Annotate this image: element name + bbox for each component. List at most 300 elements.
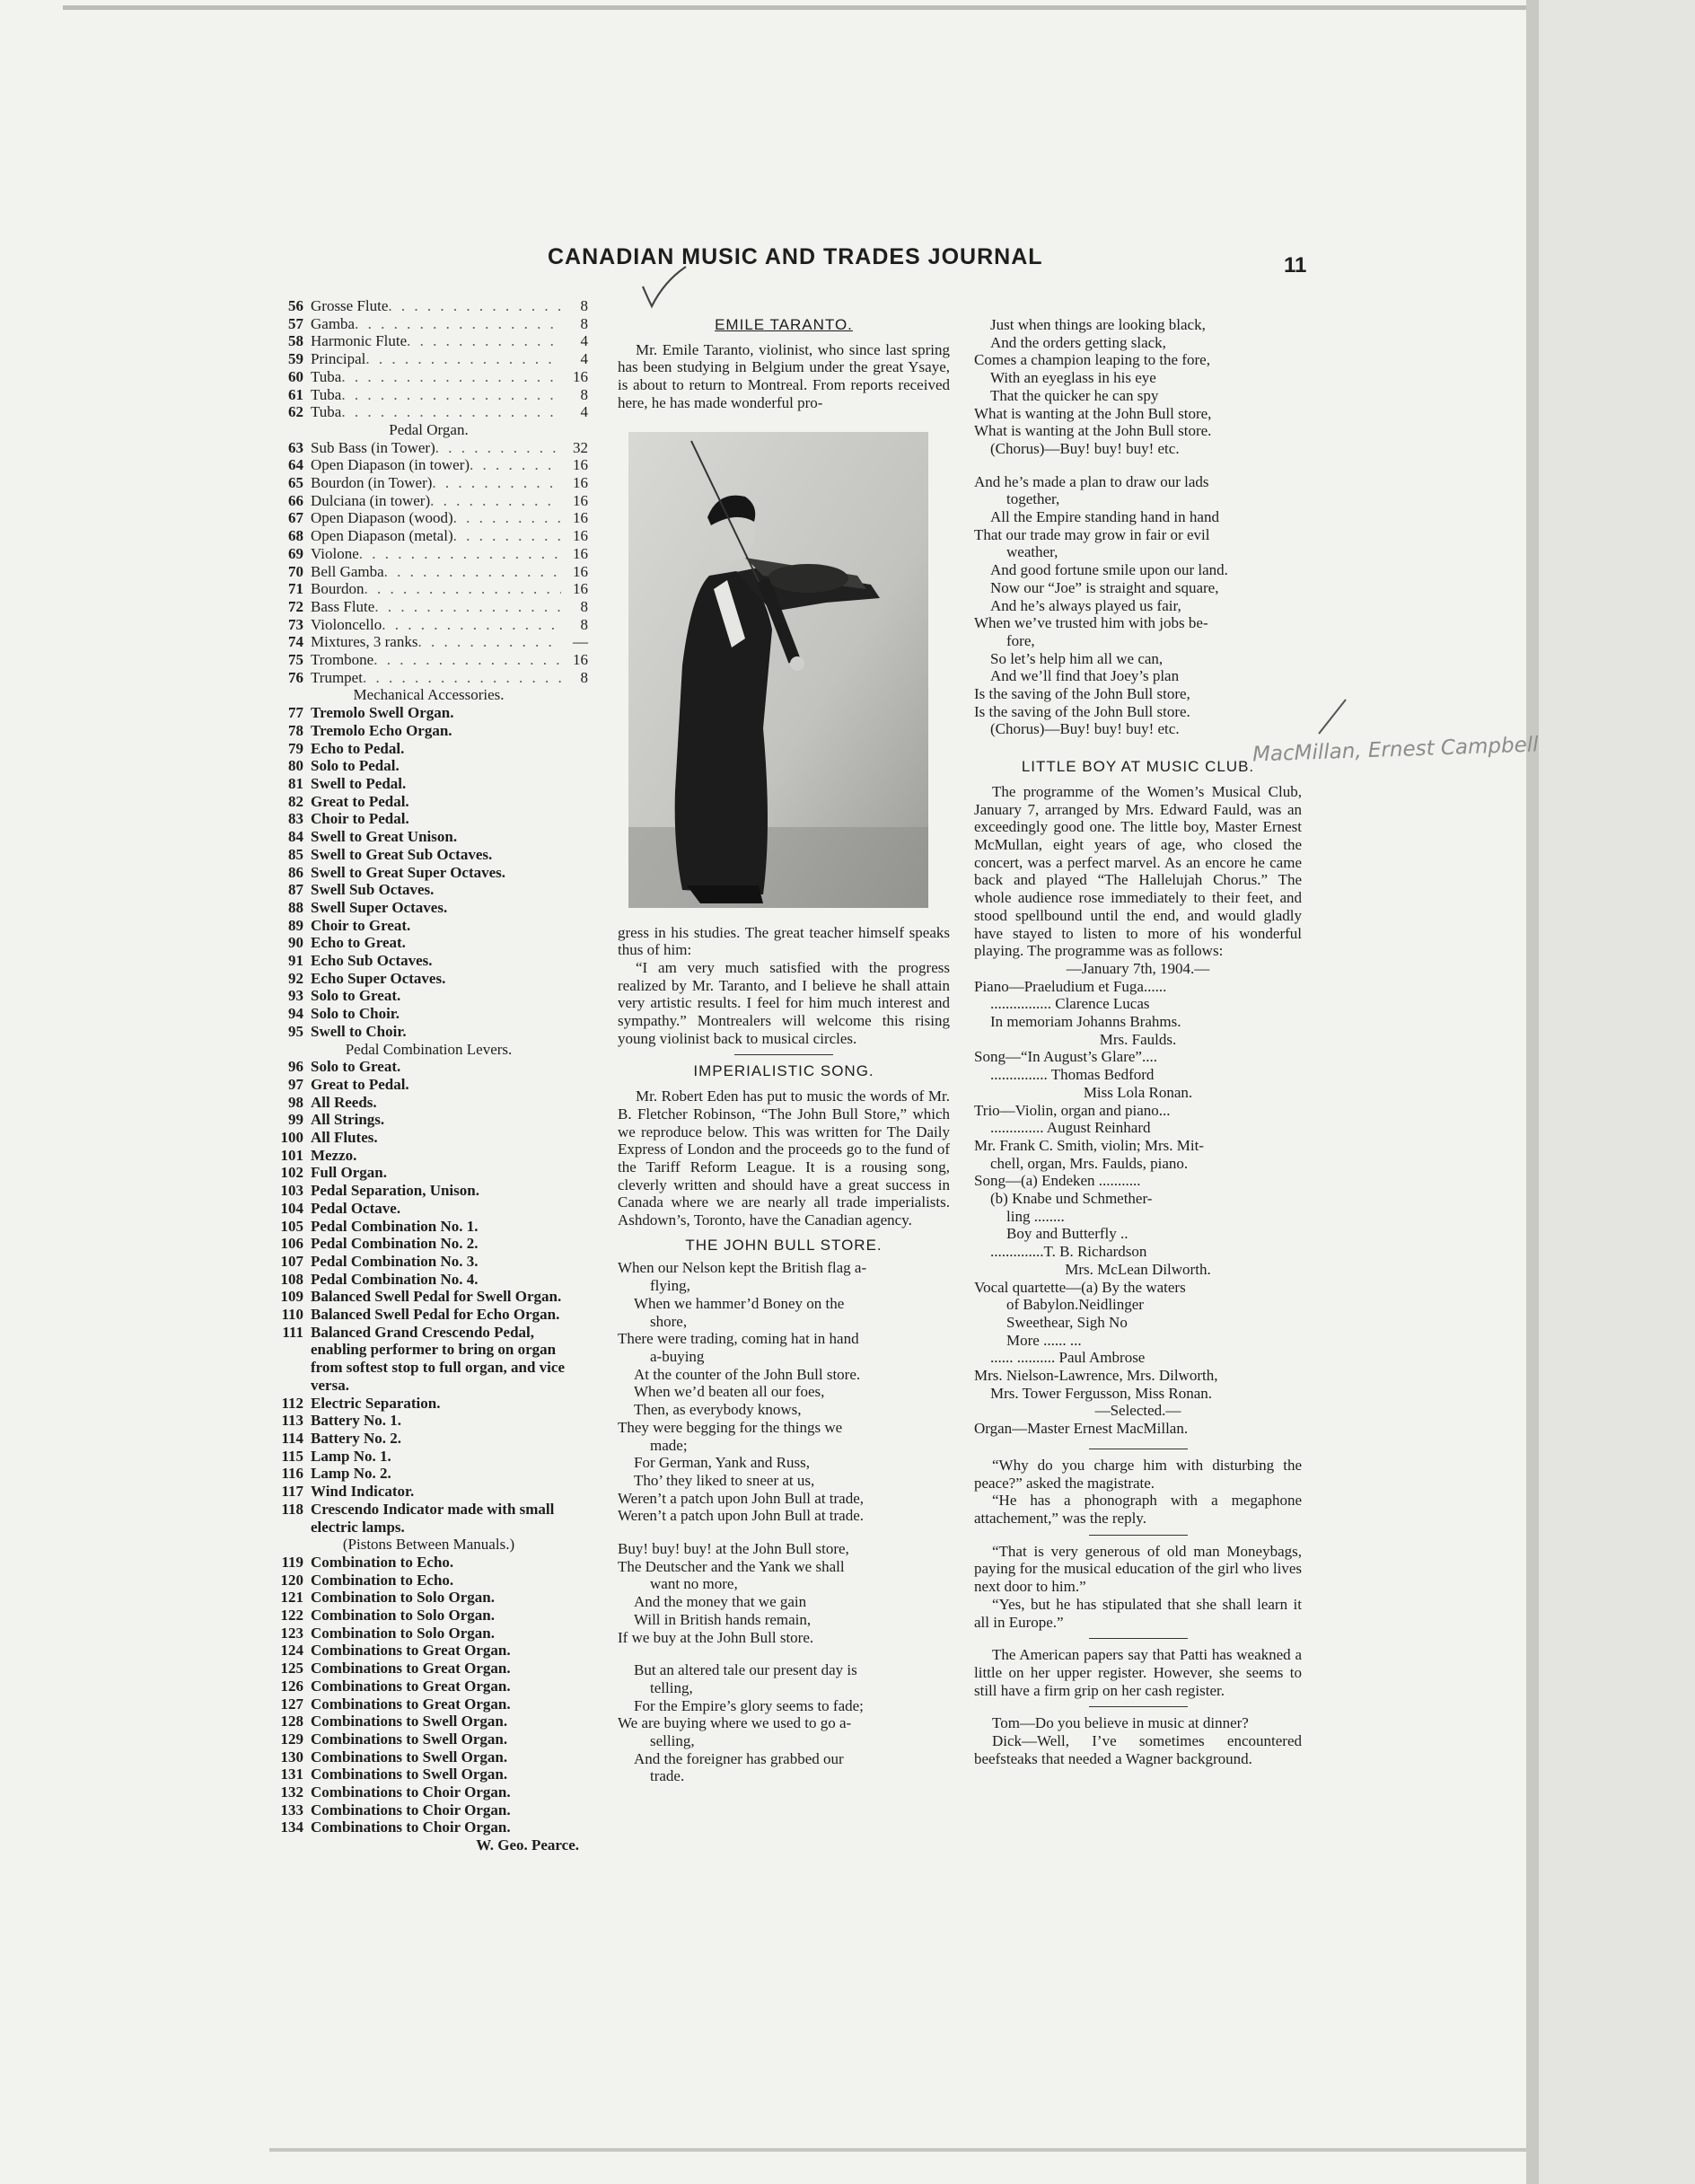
- verse-line: That the quicker he can spy: [990, 386, 1159, 404]
- verse-line: Song—“In August’s Glare”....: [974, 1048, 1157, 1066]
- list-item: [269, 1412, 588, 1430]
- verse-line: And he’s always played us fair,: [990, 596, 1181, 614]
- verse-line: made;: [650, 1436, 688, 1454]
- stop-name: Open Diapason (in tower): [311, 456, 470, 474]
- stop-name: Gamba: [311, 314, 356, 332]
- list-item: [269, 1748, 588, 1766]
- list-item: [269, 1288, 588, 1306]
- verse-line: (b) Knabe und Schmether-: [990, 1190, 1153, 1208]
- verse-line: Tho’ they liked to sneer at us,: [634, 1471, 815, 1489]
- item-text: Solo to Great.: [311, 987, 401, 1005]
- verse-3: [974, 316, 1302, 458]
- verse-line: Miss Lola Ronan.: [1083, 1083, 1193, 1101]
- stop-pitch: 8: [580, 615, 588, 633]
- stop-name: Trumpet: [311, 668, 363, 686]
- item-number: 121: [280, 1589, 303, 1607]
- pedal-levers-heading: Pedal Combination Levers.: [345, 1040, 513, 1058]
- item-number: 108: [280, 1270, 303, 1288]
- item-text: Wind Indicator.: [311, 1483, 415, 1501]
- item-text: Tremolo Echo Organ.: [311, 721, 452, 739]
- leader-dots: [341, 403, 561, 421]
- music-club-title: LITTLE BOY AT MUSIC CLUB.: [1021, 758, 1255, 776]
- verse-line: When our Nelson kept the British flag a-: [618, 1259, 867, 1277]
- item-number: 105: [280, 1217, 303, 1235]
- stop-name: Sub Bass (in Tower): [311, 438, 435, 456]
- verse-line: Mrs. Tower Fergusson, Miss Ronan.: [990, 1384, 1213, 1402]
- verse-line: ................ Clarence Lucas: [990, 995, 1150, 1013]
- list-item: [269, 1218, 588, 1236]
- section-divider: [1089, 1706, 1188, 1707]
- item-number: 97: [288, 1075, 303, 1093]
- stop-number: 70: [288, 562, 303, 580]
- item-number: 113: [281, 1412, 303, 1430]
- john-bull-title: THE JOHN BULL STORE.: [685, 1236, 883, 1254]
- verse-line: Song—(a) Endeken ...........: [974, 1172, 1141, 1190]
- item-number: 84: [288, 828, 303, 846]
- section-divider: [1089, 1638, 1188, 1639]
- item-text: Tremolo Swell Organ.: [311, 704, 454, 722]
- item-number: 133: [280, 1801, 303, 1819]
- leader-dots: [470, 456, 561, 474]
- leader-dots: [374, 598, 561, 616]
- verse-line: We are buying where we used to go a-: [618, 1714, 852, 1732]
- leader-dots: [359, 545, 561, 563]
- item-number: 123: [280, 1624, 303, 1642]
- item-number: 100: [280, 1129, 303, 1147]
- verse-2: [618, 1661, 950, 1785]
- item-text: Combinations to Great Organ.: [311, 1695, 511, 1713]
- list-item: [269, 1271, 588, 1289]
- stop-number: 61: [288, 385, 303, 403]
- joke-magistrate-q: “Why do you charge him with disturbing the peace?” asked the magistrate.: [974, 1456, 1302, 1492]
- leader-dots: [453, 527, 561, 545]
- stop-number: 57: [288, 314, 303, 332]
- stop-list-manual: [269, 297, 588, 421]
- handwritten-annotation: MacMillan, Ernest Campbell: [1251, 733, 1539, 767]
- item-text: Combinations to Great Organ.: [311, 1660, 511, 1678]
- item-number: 111: [282, 1323, 303, 1341]
- stop-pitch: 8: [580, 297, 588, 314]
- verse-line: And we’ll find that Joey’s plan: [990, 667, 1180, 685]
- section-divider: [734, 1054, 833, 1055]
- list-item: [269, 899, 588, 917]
- item-text: Swell to Pedal.: [311, 774, 407, 792]
- verse-line: When we hammer’d Boney on the: [634, 1294, 845, 1312]
- list-item: [269, 1642, 588, 1660]
- verse-line: In memoriam Johanns Brahms.: [990, 1013, 1181, 1031]
- stop-pitch: 4: [580, 332, 588, 350]
- mechanical-list: [269, 704, 588, 1040]
- verse-line: All the Empire standing hand in hand: [990, 508, 1219, 526]
- list-item: [269, 1554, 588, 1572]
- item-number: 127: [280, 1695, 303, 1713]
- leader-dots: [373, 651, 561, 669]
- stop-number: 67: [288, 509, 303, 527]
- joke-patti: The American papers say that Patti has weakned a little on her upper register. However, she seems to still have a firm grip on her cash register.: [974, 1646, 1302, 1699]
- verse-line: —Selected.—: [1094, 1402, 1181, 1420]
- item-text: Swell Sub Octaves.: [311, 881, 435, 899]
- stop-pitch: 16: [573, 456, 588, 474]
- verse-line: That our trade may grow in fair or evil: [974, 525, 1210, 543]
- item-number: 103: [280, 1182, 303, 1200]
- verse-line: At the counter of the John Bull store.: [634, 1365, 861, 1383]
- music-club-paragraph: The programme of the Women’s Musical Club, January 7, arranged by Mrs. Edward Fauld, was an exceedingly good one. The little boy, Master Ernest McMullan, eight years of age, who closed the concert, was a perfect marvel. As an encore he came back and played “The Hallelujah Chorus.” The whole audience rose immediately to their feet, and stood spellbound until the end, and would gladly have stayed to listen to more of his wonderful playing. The programme was as follows:: [974, 782, 1302, 960]
- verse-line: Mrs. McLean Dilworth.: [1065, 1260, 1211, 1278]
- item-text: Solo to Great.: [311, 1058, 401, 1076]
- stop-pitch: 16: [573, 491, 588, 509]
- item-number: 117: [281, 1483, 303, 1501]
- imperialistic-paragraph: Mr. Robert Eden has put to music the words of Mr. B. Fletcher Robinson, “The John Bull Store,” which we reproduce below. This was written for The Daily Express of London and the proceeds go to the fund of the Tariff Reform League. It is a rousing song, cleverly written and should have a great success in Canada where we are nearly all trade imperialists. Ashdown’s, Toronto, have the Canadian agency.: [618, 1088, 950, 1229]
- stop-row: [269, 545, 588, 563]
- verse-line: Is the saving of the John Bull store,: [974, 685, 1190, 703]
- verse-line: ling ........: [1006, 1207, 1065, 1225]
- verse-line: Piano—Praeludium et Fuga......: [974, 977, 1167, 995]
- list-item: [269, 970, 588, 988]
- stop-name: Violone: [311, 544, 359, 562]
- piston-list: [269, 1554, 588, 1836]
- item-number: 120: [280, 1571, 303, 1589]
- item-text: Choir to Pedal.: [311, 810, 409, 828]
- item-text: Balanced Swell Pedal for Swell Organ.: [311, 1288, 562, 1306]
- stop-pitch: 8: [580, 668, 588, 686]
- stop-row: [269, 616, 588, 634]
- item-number: 101: [280, 1146, 303, 1164]
- item-number: 119: [281, 1553, 303, 1571]
- taranto-paragraph: Mr. Emile Taranto, violinist, who since last spring has been studying in Belgium under the great Ysaye, is about to return to Montreal. From reports received here, he has made wonderful pro-: [618, 340, 950, 411]
- item-number: 87: [288, 881, 303, 899]
- verse-line: .............. August Reinhard: [990, 1119, 1151, 1137]
- verse-line: (Chorus)—Buy! buy! buy! etc.: [990, 720, 1180, 738]
- leader-dots: [341, 386, 561, 404]
- stop-row: [269, 509, 588, 527]
- stop-name: Dulciana (in tower): [311, 491, 431, 509]
- stop-row: [269, 439, 588, 457]
- verse-line: When we’ve trusted him with jobs be-: [974, 614, 1208, 632]
- verse-line: Mr. Frank C. Smith, violin; Mrs. Mit-: [974, 1136, 1204, 1154]
- item-number: 99: [288, 1111, 303, 1129]
- verse-line: Mrs. Faulds.: [1099, 1030, 1177, 1048]
- item-text: Echo to Great.: [311, 934, 406, 952]
- verse-line: They were begging for the things we: [618, 1418, 843, 1436]
- item-number: 96: [288, 1058, 303, 1076]
- item-number: 78: [288, 721, 303, 739]
- verse-line: chell, organ, Mrs. Faulds, piano.: [990, 1154, 1189, 1172]
- stop-row: [269, 332, 588, 350]
- item-text: All Strings.: [311, 1111, 385, 1129]
- item-text: Combinations to Great Organ.: [311, 1677, 511, 1695]
- leader-dots: [341, 368, 561, 386]
- imperialistic-title: IMPERIALISTIC SONG.: [693, 1062, 874, 1080]
- verse-line: Weren’t a patch upon John Bull at trade,: [618, 1489, 865, 1507]
- section-divider: [1089, 1535, 1188, 1536]
- item-number: 118: [281, 1500, 303, 1518]
- list-item: [269, 722, 588, 740]
- verse-line: And the money that we gain: [634, 1593, 807, 1611]
- list-item: [269, 917, 588, 935]
- verse-1: [618, 1259, 950, 1525]
- joke-tom: Tom—Do you believe in music at dinner?: [992, 1714, 1249, 1732]
- verse-line: fore,: [1006, 631, 1035, 649]
- item-number: 93: [288, 987, 303, 1005]
- list-item: [269, 1483, 588, 1501]
- list-item: [269, 1713, 588, 1730]
- list-item: [269, 1465, 588, 1483]
- organ-specification-column: [269, 297, 588, 1854]
- item-text: Lamp No. 2.: [311, 1465, 391, 1483]
- verse-line: Vocal quartette—(a) By the waters: [974, 1278, 1186, 1296]
- item-number: 91: [288, 952, 303, 970]
- list-item: [269, 1058, 588, 1076]
- stop-row: [269, 598, 588, 616]
- stop-name: Open Diapason (wood): [311, 509, 453, 527]
- stop-name: Mixtures, 3 ranks: [311, 633, 418, 651]
- item-number: 116: [281, 1465, 303, 1483]
- stop-number: 75: [288, 651, 303, 669]
- stop-pitch: 4: [580, 350, 588, 368]
- item-text: Combinations to Choir Organ.: [311, 1783, 511, 1801]
- verse-line: shore,: [650, 1312, 688, 1330]
- list-item: [269, 1430, 588, 1448]
- stop-name: Grosse Flute: [311, 297, 389, 314]
- item-text: Combination to Solo Organ.: [311, 1624, 495, 1642]
- list-item: [269, 864, 588, 882]
- verse-line: What is wanting at the John Bull store,: [974, 404, 1212, 422]
- stop-number: 56: [288, 297, 303, 314]
- verse-line: And good fortune smile upon our land.: [990, 561, 1228, 579]
- verse-line: For German, Yank and Russ,: [634, 1454, 810, 1472]
- middle-column: [618, 311, 950, 1785]
- stop-row: [269, 403, 588, 421]
- list-item: [269, 1695, 588, 1713]
- stop-name: Bourdon: [311, 580, 364, 598]
- stop-name: Trombone: [311, 651, 374, 669]
- list-item: [269, 1253, 588, 1271]
- item-number: 85: [288, 845, 303, 863]
- right-column: [974, 316, 1302, 1767]
- taranto-continued: gress in his studies. The great teacher himself speaks thus of him:: [618, 923, 950, 959]
- verse-line: If we buy at the John Bull store.: [618, 1628, 814, 1646]
- list-item: [269, 1589, 588, 1607]
- verse-line: Comes a champion leaping to the fore,: [974, 351, 1210, 369]
- item-text: Electric Separation.: [311, 1394, 441, 1412]
- item-text: Swell to Choir.: [311, 1022, 407, 1040]
- stop-pitch: 32: [573, 438, 588, 456]
- scan-margin-right: [1539, 0, 1695, 2184]
- stop-number: 74: [288, 633, 303, 651]
- item-text: Combinations to Swell Organ.: [311, 1713, 508, 1730]
- taranto-title: EMILE TARANTO.: [715, 316, 853, 333]
- list-item: [269, 1023, 588, 1041]
- list-item: [269, 1076, 588, 1094]
- item-text: Swell to Great Sub Octaves.: [311, 845, 493, 863]
- item-number: 77: [288, 704, 303, 722]
- item-text: Swell to Great Unison.: [311, 828, 458, 846]
- violinist-photo: [628, 432, 928, 908]
- item-text: Battery No. 1.: [311, 1412, 402, 1430]
- stop-pitch: 8: [580, 597, 588, 615]
- stop-row: [269, 563, 588, 581]
- stop-row: [269, 669, 588, 687]
- item-text: Great to Pedal.: [311, 1075, 409, 1093]
- chorus: [618, 1540, 950, 1646]
- verse-line: Trio—Violin, organ and piano...: [974, 1101, 1171, 1119]
- item-text: Echo Super Octaves.: [311, 969, 446, 987]
- list-item: [269, 757, 588, 775]
- verse-line: Is the saving of the John Bull store.: [974, 702, 1190, 720]
- item-number: 124: [280, 1642, 303, 1660]
- stop-number: 60: [288, 367, 303, 385]
- stop-number: 76: [288, 668, 303, 686]
- verse-line: Mrs. Nielson-Lawrence, Mrs. Dilworth,: [974, 1367, 1218, 1385]
- stop-number: 63: [288, 438, 303, 456]
- verse-line: ..............T. B. Richardson: [990, 1243, 1147, 1261]
- leader-dots: [364, 580, 562, 598]
- item-number: 128: [280, 1713, 303, 1730]
- joke-magistrate-a: “He has a phonograph with a megaphone attachement,” was the reply.: [974, 1492, 1302, 1527]
- item-text: Lamp No. 1.: [311, 1447, 391, 1465]
- verse-line: And the orders getting slack,: [990, 333, 1166, 351]
- item-number: 88: [288, 898, 303, 916]
- verse-line: With an eyeglass in his eye: [990, 369, 1156, 387]
- stop-name: Bass Flute: [311, 597, 375, 615]
- stop-pitch: 16: [573, 509, 588, 527]
- item-text: All Flutes.: [311, 1129, 378, 1147]
- item-number: 131: [280, 1766, 303, 1783]
- verse-line: But an altered tale our present day is: [634, 1661, 857, 1679]
- verse-line: (Chorus)—Buy! buy! buy! etc.: [990, 439, 1180, 457]
- verse-line: selling,: [650, 1732, 695, 1750]
- item-text: Crescendo Indicator made with small electric lamps.: [311, 1500, 555, 1536]
- verse-4: [974, 473, 1302, 739]
- stop-pitch: 16: [573, 651, 588, 669]
- item-number: 86: [288, 863, 303, 881]
- verse-line: Sweethear, Sigh No: [1006, 1313, 1128, 1331]
- item-number: 104: [280, 1199, 303, 1217]
- list-item: [269, 1129, 588, 1147]
- stop-name: Tuba: [311, 403, 342, 421]
- leader-dots: [453, 509, 561, 527]
- list-item: [269, 1572, 588, 1590]
- list-item: [269, 846, 588, 864]
- item-text: Choir to Great.: [311, 916, 411, 934]
- stop-pitch: 8: [580, 314, 588, 332]
- concert-programme: [974, 960, 1302, 1438]
- item-text: Combinations to Swell Organ.: [311, 1730, 508, 1748]
- stop-row: [269, 527, 588, 545]
- item-number: 102: [280, 1164, 303, 1182]
- verse-line: Buy! buy! buy! at the John Bull store,: [618, 1540, 849, 1558]
- item-text: Pedal Combination No. 3.: [311, 1252, 479, 1270]
- item-number: 98: [288, 1093, 303, 1111]
- verse-line: want no more,: [650, 1575, 738, 1593]
- leader-dots: [355, 315, 561, 333]
- item-number: 81: [288, 774, 303, 792]
- stop-name: Harmonic Flute: [311, 332, 408, 350]
- stop-number: 58: [288, 332, 303, 350]
- verse-line: And he’s made a plan to draw our lads: [974, 472, 1209, 490]
- stop-number: 71: [288, 580, 303, 598]
- list-item: [269, 1005, 588, 1023]
- item-number: 112: [281, 1394, 303, 1412]
- item-text: Mezzo.: [311, 1146, 357, 1164]
- stop-pitch: 16: [573, 562, 588, 580]
- item-text: Combinations to Choir Organ.: [311, 1819, 511, 1836]
- item-text: Balanced Grand Crescendo Pedal, enabling performer to bring on organ from softest stop to full organ, and vice versa.: [311, 1323, 565, 1394]
- stop-number: 62: [288, 403, 303, 421]
- item-text: Combination to Solo Organ.: [311, 1589, 495, 1607]
- verse-line: More ...... ...: [1006, 1331, 1082, 1349]
- list-item: [269, 1094, 588, 1112]
- list-item: [269, 1200, 588, 1218]
- list-item: [269, 1678, 588, 1695]
- item-text: Echo to Pedal.: [311, 739, 405, 757]
- list-item: [269, 1607, 588, 1625]
- stop-name: Open Diapason (metal): [311, 527, 453, 545]
- stop-number: 73: [288, 615, 303, 633]
- list-item: [269, 793, 588, 811]
- item-number: 109: [280, 1288, 303, 1306]
- stop-row: [269, 456, 588, 474]
- leader-dots: [382, 616, 561, 634]
- verse-line: There were trading, coming hat in hand: [618, 1330, 859, 1348]
- item-number: 134: [280, 1819, 303, 1836]
- item-number: 83: [288, 810, 303, 828]
- item-text: All Reeds.: [311, 1093, 377, 1111]
- list-item: [269, 1625, 588, 1642]
- verse-line: What is wanting at the John Bull store.: [974, 422, 1212, 440]
- check-mark-icon: [639, 263, 689, 310]
- item-text: Solo to Choir.: [311, 1005, 400, 1023]
- item-number: 95: [288, 1022, 303, 1040]
- stop-number: 64: [288, 456, 303, 474]
- list-item: [269, 952, 588, 970]
- verse-line: ...... .......... Paul Ambrose: [990, 1349, 1146, 1367]
- item-number: 125: [280, 1660, 303, 1678]
- list-item: [269, 1111, 588, 1129]
- item-number: 114: [281, 1430, 303, 1447]
- pencil-stroke-icon: [1315, 696, 1351, 737]
- verse-line: —January 7th, 1904.—: [1066, 959, 1210, 977]
- stop-row: [269, 350, 588, 368]
- item-text: Pedal Combination No. 4.: [311, 1270, 479, 1288]
- list-item: [269, 1660, 588, 1678]
- list-item: [269, 1235, 588, 1253]
- list-item: [269, 1182, 588, 1200]
- verse-line: trade.: [650, 1767, 685, 1785]
- item-text: Swell to Great Super Octaves.: [311, 863, 506, 881]
- verse-line: Will in British hands remain,: [634, 1610, 812, 1628]
- list-item: [269, 987, 588, 1005]
- leader-dots: [365, 350, 561, 368]
- item-text: Combinations to Swell Organ.: [311, 1766, 508, 1783]
- verse-line: Boy and Butterfly ..: [1006, 1225, 1129, 1243]
- leader-dots: [432, 474, 561, 492]
- verse-line: a-buying: [650, 1347, 705, 1365]
- pedal-organ-heading: Pedal Organ.: [389, 420, 469, 438]
- lever-list: [269, 1058, 588, 1536]
- item-number: 107: [280, 1252, 303, 1270]
- stop-name: Bourdon (in Tower): [311, 474, 433, 492]
- stop-pitch: —: [573, 633, 588, 651]
- verse-line: of Babylon.Neidlinger: [1006, 1296, 1144, 1314]
- verse-line: For the Empire’s glory seems to fade;: [634, 1696, 864, 1714]
- verse-line: Just when things are looking black,: [990, 316, 1206, 333]
- verse-line: telling,: [650, 1678, 693, 1696]
- journal-header: CANADIAN MUSIC AND TRADES JOURNAL: [548, 244, 1043, 269]
- scan-edge-top: [63, 5, 1535, 10]
- stop-pitch: 16: [573, 544, 588, 562]
- list-item: [269, 1324, 588, 1395]
